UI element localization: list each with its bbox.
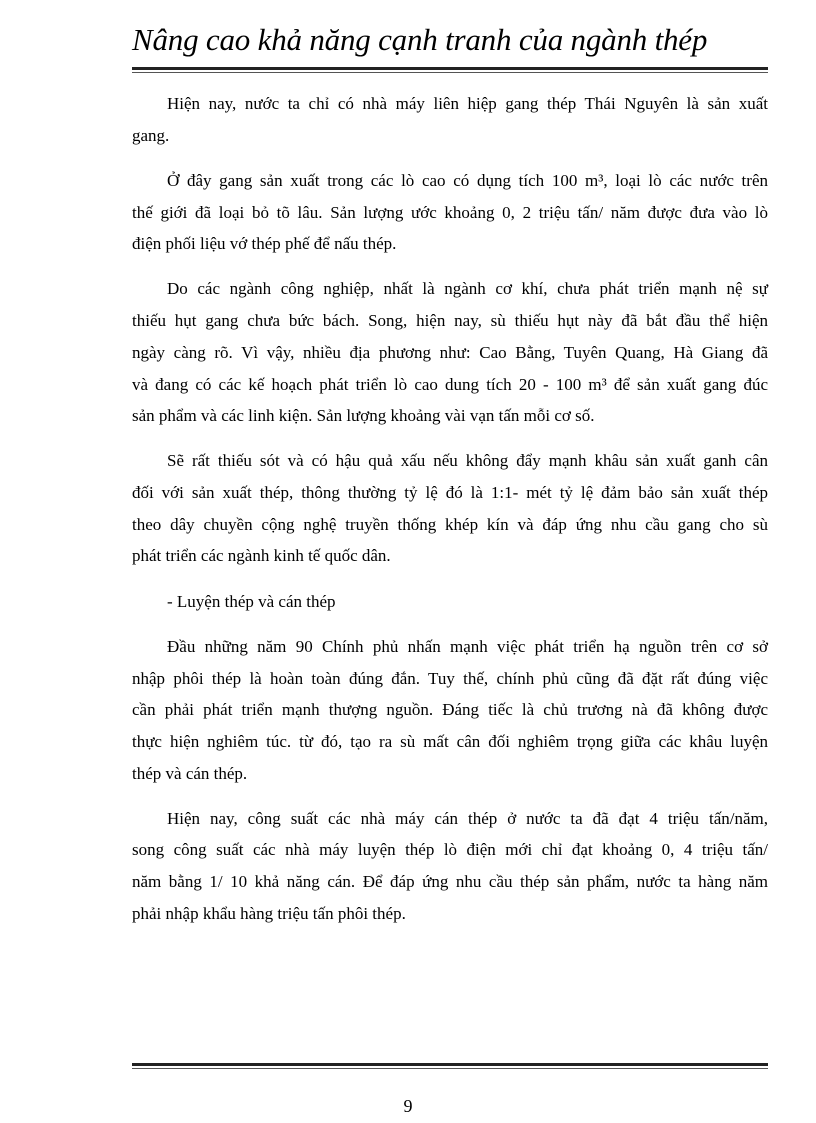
paragraph-line: thực hiện nghiêm túc. từ đó, tạo ra sù mất cân đối nghiêm trọng giữa các khâu luyện: [132, 731, 768, 751]
paragraph: [132, 803, 768, 930]
paragraph-line: Sẽ rất thiếu sót và có hậu quả xấu nếu không đẩy mạnh khâu sản xuất ganh cân: [167, 451, 768, 471]
paragraph-line: ngày càng rõ. Vì vậy, nhiều địa phương như: Cao Bằng, Tuyên Quang, Hà Giang đã: [132, 342, 768, 362]
paragraph-line: điện phối liệu vớ thép phế để nấu thép.: [132, 234, 397, 254]
paragraph-line: phải nhập khẩu hàng triệu tấn phôi thép.: [132, 903, 406, 923]
paragraph-line: Do các ngành công nghiệp, nhất là ngành cơ khí, chưa phát triển mạnh nệ sự: [167, 279, 768, 299]
header-divider: [132, 67, 768, 73]
paragraph: [132, 88, 768, 151]
paragraph-line: phát triển các ngành kinh tế quốc dân.: [132, 546, 391, 566]
paragraph-line: Hiện nay, công suất các nhà máy cán thép ở nước ta đã đạt 4 triệu tấn/năm,: [167, 808, 768, 828]
page-number: 9: [403, 1096, 413, 1116]
paragraph-line: năm bằng 1/ 10 khả năng cán. Để đáp ứng nhu cầu thép sản phẩm, nước ta hàng năm: [132, 872, 768, 892]
paragraph: [132, 165, 768, 260]
document-body: [132, 88, 768, 943]
paragraph-line: nhập phôi thép là hoàn toàn đúng đắn. Tuy thế, chính phủ cũng đã đặt rất đúng việc: [132, 668, 768, 688]
paragraph-line: Ở đây gang sản xuất trong các lò cao có dụng tích 100 m³, loại lò các nước trên: [167, 170, 768, 190]
footer-divider: [132, 1063, 768, 1069]
paragraph: [132, 273, 768, 431]
paragraph-line: thế giới đã loại bỏ tõ lâu. Sản lượng ước khoảng 0, 2 triệu tấn/ năm được đưa vào lò: [132, 202, 768, 222]
page-header-title: Nâng cao khả năng cạnh tranh của ngành thép: [132, 22, 708, 57]
paragraph-line: và đang có các kế hoạch phát triển lò cao dung tích 20 - 100 m³ để sản xuất gang đúc: [132, 374, 768, 394]
paragraph-line: Đầu những năm 90 Chính phủ nhấn mạnh việc phát triển hạ nguồn trên cơ sở: [167, 636, 768, 656]
paragraph-line: cần phải phát triển mạnh thượng nguồn. Đáng tiếc là chủ trương nà đã không được: [132, 700, 768, 720]
paragraph-line: đối với sản xuất thép, thông thường tỷ lệ đó là 1:1- mét tỷ lệ đảm bảo sản xuất thép: [132, 483, 768, 503]
paragraph-line: gang.: [132, 125, 170, 145]
paragraph: [132, 445, 768, 572]
paragraph: [132, 586, 768, 618]
paragraph-line: theo dây chuyền cộng nghệ truyền thống khép kín và đáp ứng nhu cầu gang cho sù: [132, 514, 768, 534]
paragraph: [132, 631, 768, 789]
paragraph-line: sản phẩm và các linh kiện. Sản lượng khoảng vài vạn tấn mỗi cơ số.: [132, 406, 595, 426]
paragraph-line: thiếu hụt gang chưa bức bách. Song, hiện nay, sù thiếu hụt này đã bắt đầu thể hiện: [132, 311, 768, 331]
paragraph-line: - Luyện thép và cán thép: [167, 591, 336, 611]
paragraph-line: thép và cán thép.: [132, 763, 248, 783]
paragraph-line: song công suất các nhà máy luyện thép lò điện mới chỉ đạt khoảng 0, 4 triệu tấn/: [132, 840, 768, 860]
paragraph-line: Hiện nay, nước ta chỉ có nhà máy liên hiệp gang thép Thái Nguyên là sản xuất: [167, 94, 768, 113]
